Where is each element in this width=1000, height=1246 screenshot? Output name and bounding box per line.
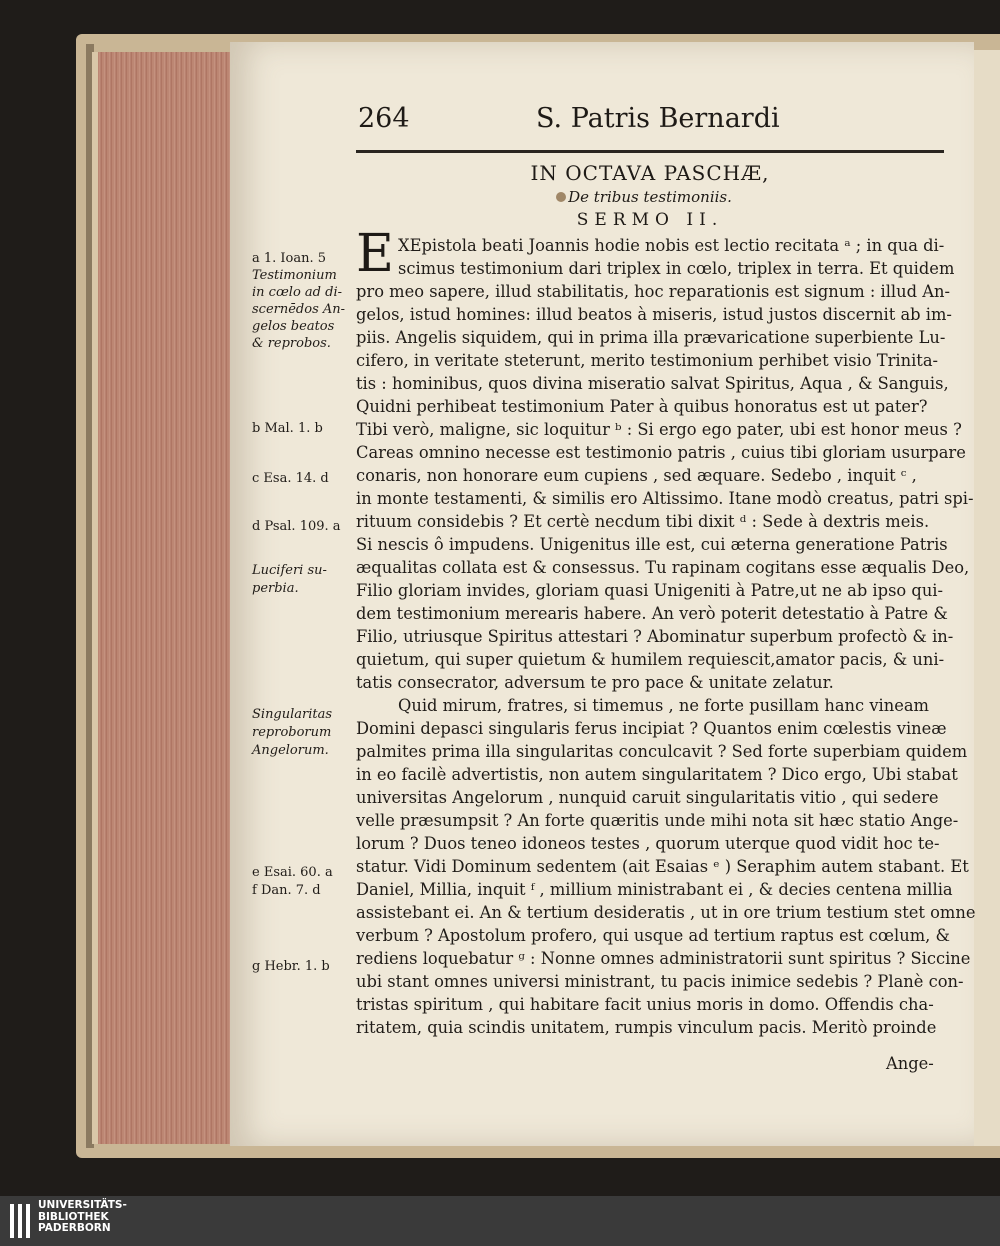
margin-note: d Psal. 109. a (252, 519, 341, 534)
margin-note: scernēdos An- (252, 302, 346, 317)
text-line: ubi stant omnes universi ministrant, tu pacis inimice sedebis ? Planè con- (356, 972, 964, 991)
library-name (38, 1200, 127, 1235)
margin-note: & reprobos. (252, 336, 331, 351)
margin-note: Luciferi su- (252, 563, 327, 578)
margin-note: a 1. Ioan. 5 (252, 251, 327, 266)
text-line: rediens loquebatur ᵍ : Nonne omnes administratorii sunt spiritus ? Siccine (356, 949, 971, 968)
margin-note: reproborum (252, 725, 332, 740)
margin-note: Testimonium (252, 268, 337, 283)
library-logo-icon (10, 1204, 30, 1238)
text-line: quietum, qui super quietum & humilem requiescit,amator pacis, & uni- (356, 650, 945, 669)
header-rule (356, 150, 944, 153)
text-line: Quidni perhibeat testimonium Pater à quibus honoratus est ut pater? (356, 397, 928, 416)
library-name-line: BIBLIOTHEK (38, 1210, 109, 1223)
text-line: ritatem, quia scindis unitatem, rumpis vinculum pacis. Meritò proinde (356, 1018, 937, 1037)
text-line: statur. Vidi Dominum sedentem (ait Esaias ᵉ ) Seraphim autem stabant. Et (356, 857, 969, 876)
text-line: conaris, non honorare eum cupiens , sed æquare. Sedebo , inquit ᶜ , (356, 466, 917, 485)
text-line: velle præsumpsit ? An forte quæritis unde mihi nota sit hæc statio Ange- (356, 811, 959, 830)
text-line: assistebant ei. An & tertium desideratis , ut in ore trium testium stet omne (356, 903, 976, 922)
text-line: rituum considebis ? Et certè necdum tibi dixit ᵈ : Sede à dextris meis. (356, 512, 930, 531)
margin-note: perbia. (252, 581, 299, 596)
text-line: in monte testamenti, & similis ero Altissimo. Itane modò creatus, patri spi- (356, 489, 974, 508)
library-footer (0, 1196, 1000, 1246)
text-line: tristas spiritum , qui habitare facit unius moris in domo. Offendis cha- (356, 995, 934, 1014)
margin-note: Angelorum. (252, 743, 329, 758)
margin-note: c Esa. 14. d (252, 471, 329, 486)
page-number: 264 (358, 103, 410, 134)
text-line: Tibi verò, maligne, sic loquitur ᵇ : Si ergo ego pater, ubi est honor meus ? (356, 420, 962, 439)
text-line: Domini depasci singularis ferus incipiat ? Quantos enim cœlestis vineæ (356, 719, 947, 738)
page-edges (92, 52, 236, 1144)
facing-page-edge (974, 50, 1000, 1146)
running-head: S. Patris Bernardi (536, 103, 780, 134)
text-line: lorum ? Duos teneo idoneos testes , quorum uterque quod vidit hoc te- (356, 834, 940, 853)
margin-note: Singularitas (252, 707, 333, 722)
text-line: pro meo sapere, illud stabilitatis, hoc reparationis est signum : illud An- (356, 282, 950, 301)
text-line: Careas omnino necesse est testimonio patris , cuius tibi gloriam usurpare (356, 443, 966, 462)
text-line: dem testimonium merearis habere. An verò poterit detestatio à Patre & (356, 604, 948, 623)
text-line: verbum ? Apostolum profero, qui usque ad tertium raptus est cœlum, & (356, 926, 950, 945)
text-line: Filio, utriusque Spiritus attestari ? Abominatur superbum profectò & in- (356, 627, 954, 646)
margin-note: f Dan. 7. d (252, 883, 321, 898)
text-line: universitas Angelorum , nunquid caruit singularitatis vitio , qui sedere (356, 788, 939, 807)
text-line: scimus testimonium dari triplex in cœlo, triplex in terra. Et quidem (398, 259, 955, 278)
text-line: æqualitas collata est & consessus. Tu rapinam cogitans esse æqualis Deo, (356, 558, 970, 577)
section-subtitle: De tribus testimoniis. (568, 188, 732, 206)
text-line: Daniel, Millia, inquit ᶠ , millium ministrabant ei , & decies centena millia (356, 880, 953, 899)
text-line: tatis consecrator, adversum te pro pace & unitate zelatur. (356, 673, 834, 692)
text-line: in eo facilè advertistis, non autem singularitatem ? Dico ergo, Ubi stabat (356, 765, 958, 784)
text-line: XEpistola beati Joannis hodie nobis est lectio recitata ᵃ ; in qua di- (398, 236, 945, 255)
margin-note: gelos beatos (252, 319, 335, 334)
text-line: gelos, istud homines: illud beatos à miseris, istud justos discernit ab im- (356, 305, 952, 324)
library-name-line: UNIVERSITÄTS- (38, 1199, 127, 1211)
catchword: Ange- (886, 1054, 934, 1073)
text-line: palmites prima illa singularitas conculcavit ? Sed forte superbiam quidem (356, 742, 968, 761)
library-name-line: PADERBORN (38, 1222, 111, 1234)
margin-note: e Esai. 60. a (252, 865, 333, 880)
section-title: IN OCTAVA PASCHÆ, (530, 161, 770, 185)
margin-note: b Mal. 1. b (252, 421, 323, 436)
text-line: Quid mirum, fratres, si timemus , ne forte pusillam hanc vineam (398, 696, 930, 715)
margin-note: g Hebr. 1. b (252, 959, 330, 974)
drop-capital: E (356, 224, 394, 284)
sermon-heading: SERMO II. (576, 210, 724, 230)
text-line: cifero, in veritate steterunt, merito testimonium perhibet visio Trinita- (356, 351, 939, 370)
text-line: tis : hominibus, quos divina miseratio salvat Spiritus, Aqua , & Sanguis, (356, 374, 949, 393)
text-line: Filio gloriam invides, gloriam quasi Unigeniti à Patre,ut ne ab ipso qui- (356, 581, 944, 600)
text-line: Si nescis ô impudens. Unigenitus ille est, cui æterna generatione Patris (356, 535, 948, 554)
text-line: piis. Angelis siquidem, qui in prima illa prævaricatione superbiente Lu- (356, 328, 946, 347)
margin-note: in cœlo ad di- (252, 285, 342, 300)
